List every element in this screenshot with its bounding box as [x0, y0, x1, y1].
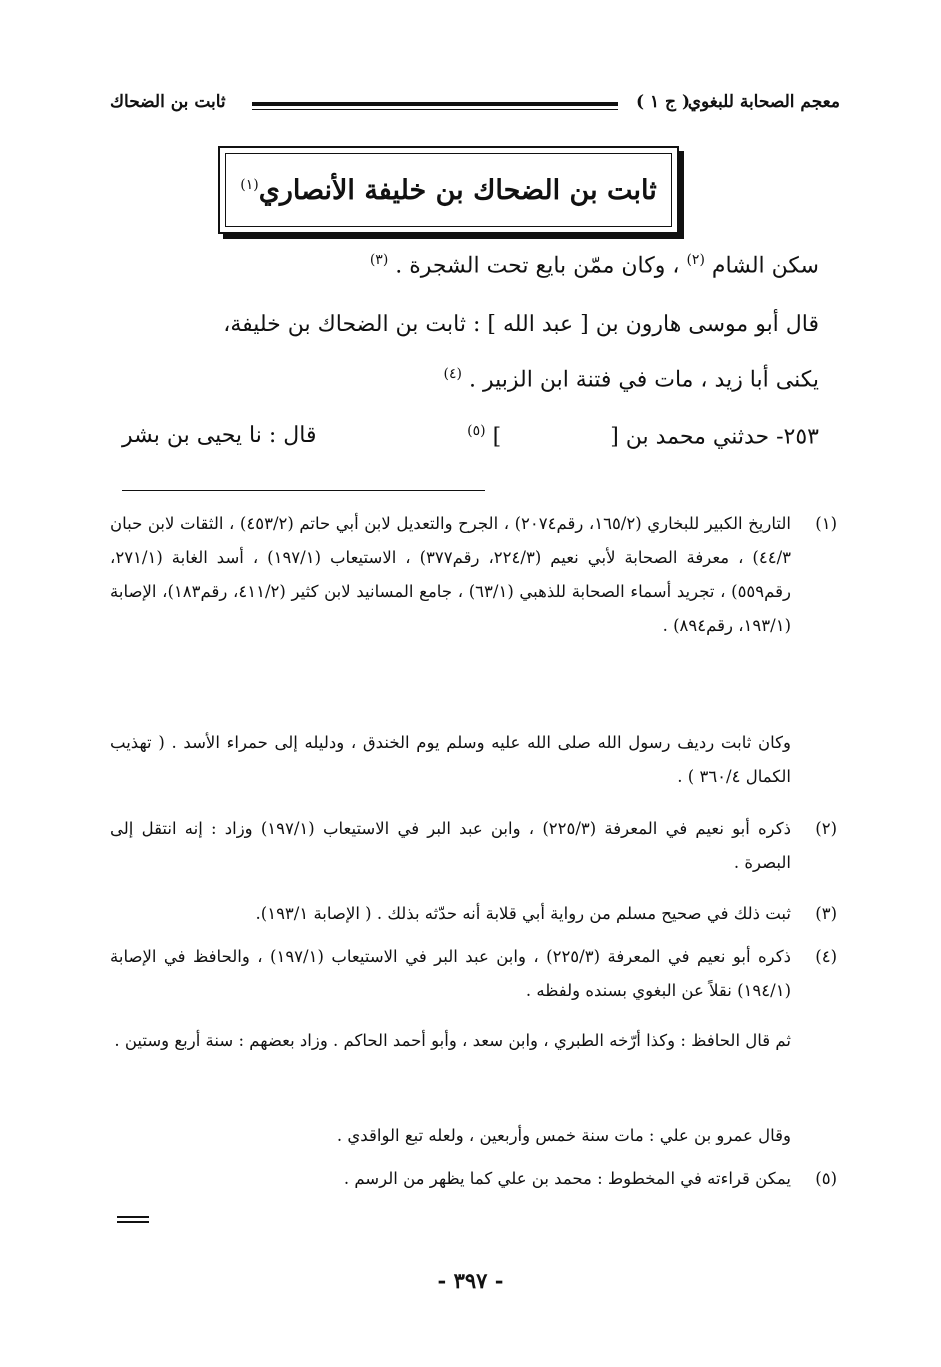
body-line-1	[370, 252, 819, 278]
body-line-4	[122, 423, 819, 449]
body-text: قال : نا يحيى بن بشر	[122, 423, 317, 448]
entry-title-box	[218, 146, 679, 234]
page-number: - ٣٩٧ -	[437, 1268, 504, 1293]
footnote-text: ذكره أبو نعيم في المعرفة (٢٢٥/٣) ، وابن عبد البر في الاستيعاب (١٩٧/١) وزاد : إنه انتقل إلى البصرة .	[110, 819, 791, 872]
footnote-2	[110, 812, 837, 880]
entry-title-frame	[225, 153, 672, 227]
running-header	[110, 92, 840, 116]
header-book-title: معجم الصحابة للبغوي	[687, 92, 840, 112]
footnote-5	[110, 1162, 837, 1196]
footnote-ref-5: (٥)	[467, 423, 486, 439]
entry-title-text: ثابت بن الضحاك بن خليفة الأنصاري	[258, 174, 657, 206]
footnote-4	[110, 940, 837, 1008]
footnote-number: (٢)	[815, 819, 837, 838]
footnote-text: ثبت ذلك في صحيح مسلم من رواية أبي قلابة أنه حدّثه بذلك . ( الإصابة ١٩٣/١).	[255, 904, 791, 923]
footnote-number: (٣)	[815, 904, 837, 923]
footnote-number: (١)	[815, 514, 837, 533]
footnote-4-continuation-2: وقال عمرو بن علي : مات سنة خمس وأربعين ، ولعله تبع الواقدي .	[336, 1126, 791, 1145]
body-line-3	[444, 366, 819, 392]
footnote-4-continuation: ثم قال الحافظ : وكذا أرّخه الطبري ، وابن سعد ، وأبو أحمد الحاكم . وزاد بعضهم : سنة أربع وستين .	[114, 1031, 791, 1050]
footnote-number: (٤)	[815, 947, 837, 966]
footnote-1-continuation: وكان ثابت رديف رسول الله صلى الله عليه وسلم يوم الخندق ، ودليله إلى حمراء الأسد . ( تهذيب الكمال ٣٦٠/٤ ) .	[110, 733, 791, 786]
header-volume: ( ج ١ )	[636, 92, 690, 112]
footnote-ref-1: (١)	[240, 176, 259, 193]
hadith-number-text: ٢٥٣- حدثني محمد بن [	[610, 424, 819, 450]
footnote-ref-3: (٣)	[369, 252, 389, 268]
footnote-number: (٥)	[815, 1169, 837, 1188]
body-text: ، وكان ممّن بايع تحت الشجرة .	[395, 253, 680, 279]
body-text: قال أبو موسى هارون بن [ عبد الله ] : ثابت بن الضحاك بن خليفة،	[223, 312, 819, 337]
bracket-close: ]	[492, 424, 502, 450]
footnote-3	[110, 897, 837, 931]
entry-title	[240, 175, 657, 206]
header-entry-name: ثابت بن الضحاك	[110, 92, 226, 112]
footnote-text: ذكره أبو نعيم في المعرفة (٢٢٥/٣) ، وابن عبد البر في الاستيعاب (١٩٧/١) ، والحافظ في الإصابة (١٩٤/١) نقلاً عن البغوي بسنده ولفظه .	[110, 947, 791, 1000]
header-rule	[252, 102, 618, 110]
body-text: سكن الشام	[711, 253, 819, 279]
footnote-divider	[122, 490, 485, 491]
footnote-text: يمكن قراءته في المخطوط : محمد بن علي كما يظهر من الرسم .	[343, 1169, 791, 1188]
footnote-end-mark	[117, 1216, 149, 1223]
footnote-ref-4: (٤)	[443, 366, 462, 382]
body-text: يكنى أبا زيد ، مات في فتنة ابن الزبير .	[469, 367, 819, 393]
footnote-1	[110, 507, 837, 643]
footnote-ref-2: (٢)	[686, 252, 705, 268]
body-line-2	[223, 312, 819, 337]
footnote-text: التاريخ الكبير للبخاري (١٦٥/٢، رقم٢٠٧٤) ، الجرح والتعديل لابن أبي حاتم (٤٥٣/٢) ، الثقات لابن حبان ٤٤/٣) ، معرفة الصحابة لأبي نعيم (٢٢٤/٣، رقم٣٧٧) ، الاستيعاب (١٩٧/١) ، أسد الغابة (٢٧١/١، رقم٥٥٩) ، تجريد أسماء الصحابة للذهبي (٦٣/١) ، جامع المسانيد لابن كثير (٤١١/٢، رقم١٨٣)، الإصابة (١٩٣/١، رقم٨٩٤) .	[110, 514, 791, 635]
